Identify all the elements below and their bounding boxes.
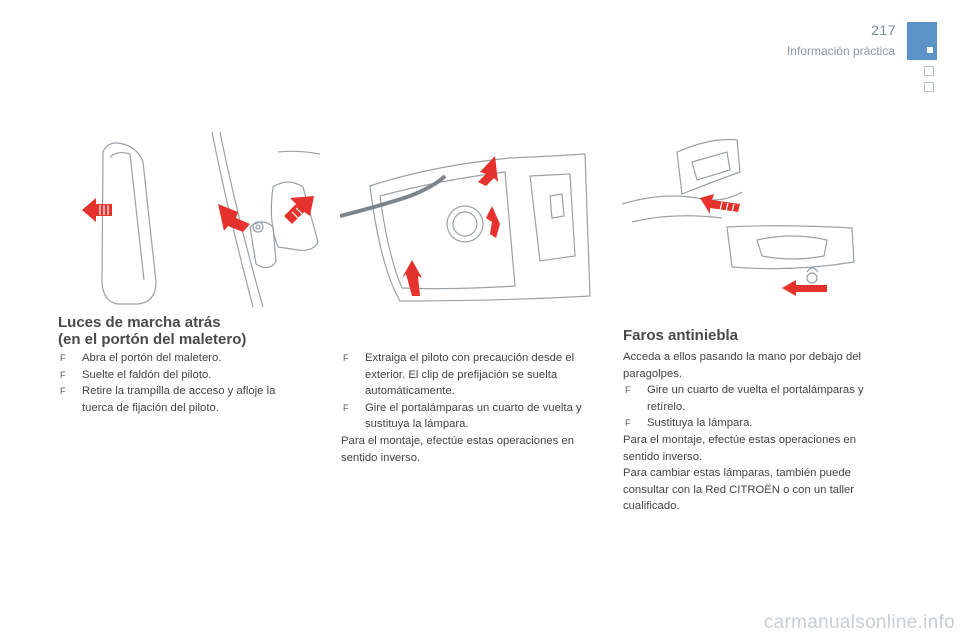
- step-text: Abra el portón del maletero.: [82, 352, 222, 364]
- list-item: [623, 415, 891, 432]
- section-title-reverse-lights: [58, 314, 246, 348]
- illustration-fog-lamp: [622, 132, 862, 300]
- step-text: Gire el portalámparas un cuarto de vuelta y sustituya la lámpara.: [365, 401, 582, 431]
- assembly-note: Para el montaje, efectúe estas operaciones en sentido inverso.: [623, 433, 856, 463]
- assembly-note: Para el montaje, efectúe estas operaciones en sentido inverso.: [341, 434, 574, 464]
- illustration-lamp-unit: [340, 146, 595, 306]
- lamp-unit-steps: [341, 350, 606, 466]
- tab-marker-icon: [927, 47, 933, 53]
- bullet-icon: F: [343, 353, 349, 363]
- dealer-note: Para cambiar estas lámparas, también puede consultar con la Red CITROËN o con un taller cualificado.: [623, 467, 855, 513]
- section-title-fog-lamps: [623, 327, 738, 344]
- step-text: Extraiga el piloto con precaución desde el exterior. El clip de prefijación se suelta automáticamente.: [365, 352, 575, 398]
- step-text: Suelte el faldón del piloto.: [82, 368, 212, 381]
- section-title-line: Luces de marcha atrás: [58, 314, 221, 331]
- bullet-icon: F: [625, 385, 631, 396]
- list-item: [58, 367, 303, 384]
- bullet-icon: F: [60, 369, 66, 380]
- watermark: carmanualsonline.info: [763, 612, 955, 633]
- section-title-line: Faros antiniebla: [623, 327, 739, 344]
- section-title-line: (en el portón del maletero): [58, 331, 247, 348]
- reverse-lights-steps: [58, 350, 303, 416]
- list-item: [623, 382, 891, 415]
- chapter-tab[interactable]: [924, 82, 934, 92]
- list-item: [341, 350, 606, 400]
- bullet-icon: F: [625, 418, 631, 429]
- step-text: Gire un cuarto de vuelta el portalámparas y retírelo.: [647, 384, 864, 413]
- chapter-tab[interactable]: [924, 66, 934, 76]
- step-text: Retire la trampilla de acceso y afloje la tuerca de fijación del piloto.: [82, 385, 276, 414]
- illustration-trim-panel: [78, 132, 320, 307]
- list-item: [341, 400, 606, 433]
- fog-intro: Acceda a ellos pasando la mano por debajo del paragolpes.: [623, 351, 862, 380]
- chapter-tab-active[interactable]: [907, 22, 937, 60]
- step-text: Sustituya la lámpara.: [647, 417, 753, 430]
- fog-lamp-steps: [623, 349, 891, 515]
- list-item: [58, 383, 303, 416]
- list-item: [58, 350, 303, 367]
- bullet-icon: F: [343, 402, 349, 413]
- page-number: 217: [871, 22, 896, 38]
- bullet-icon: F: [60, 353, 66, 363]
- bullet-icon: F: [60, 386, 66, 397]
- chapter-title: Información práctica: [786, 44, 895, 58]
